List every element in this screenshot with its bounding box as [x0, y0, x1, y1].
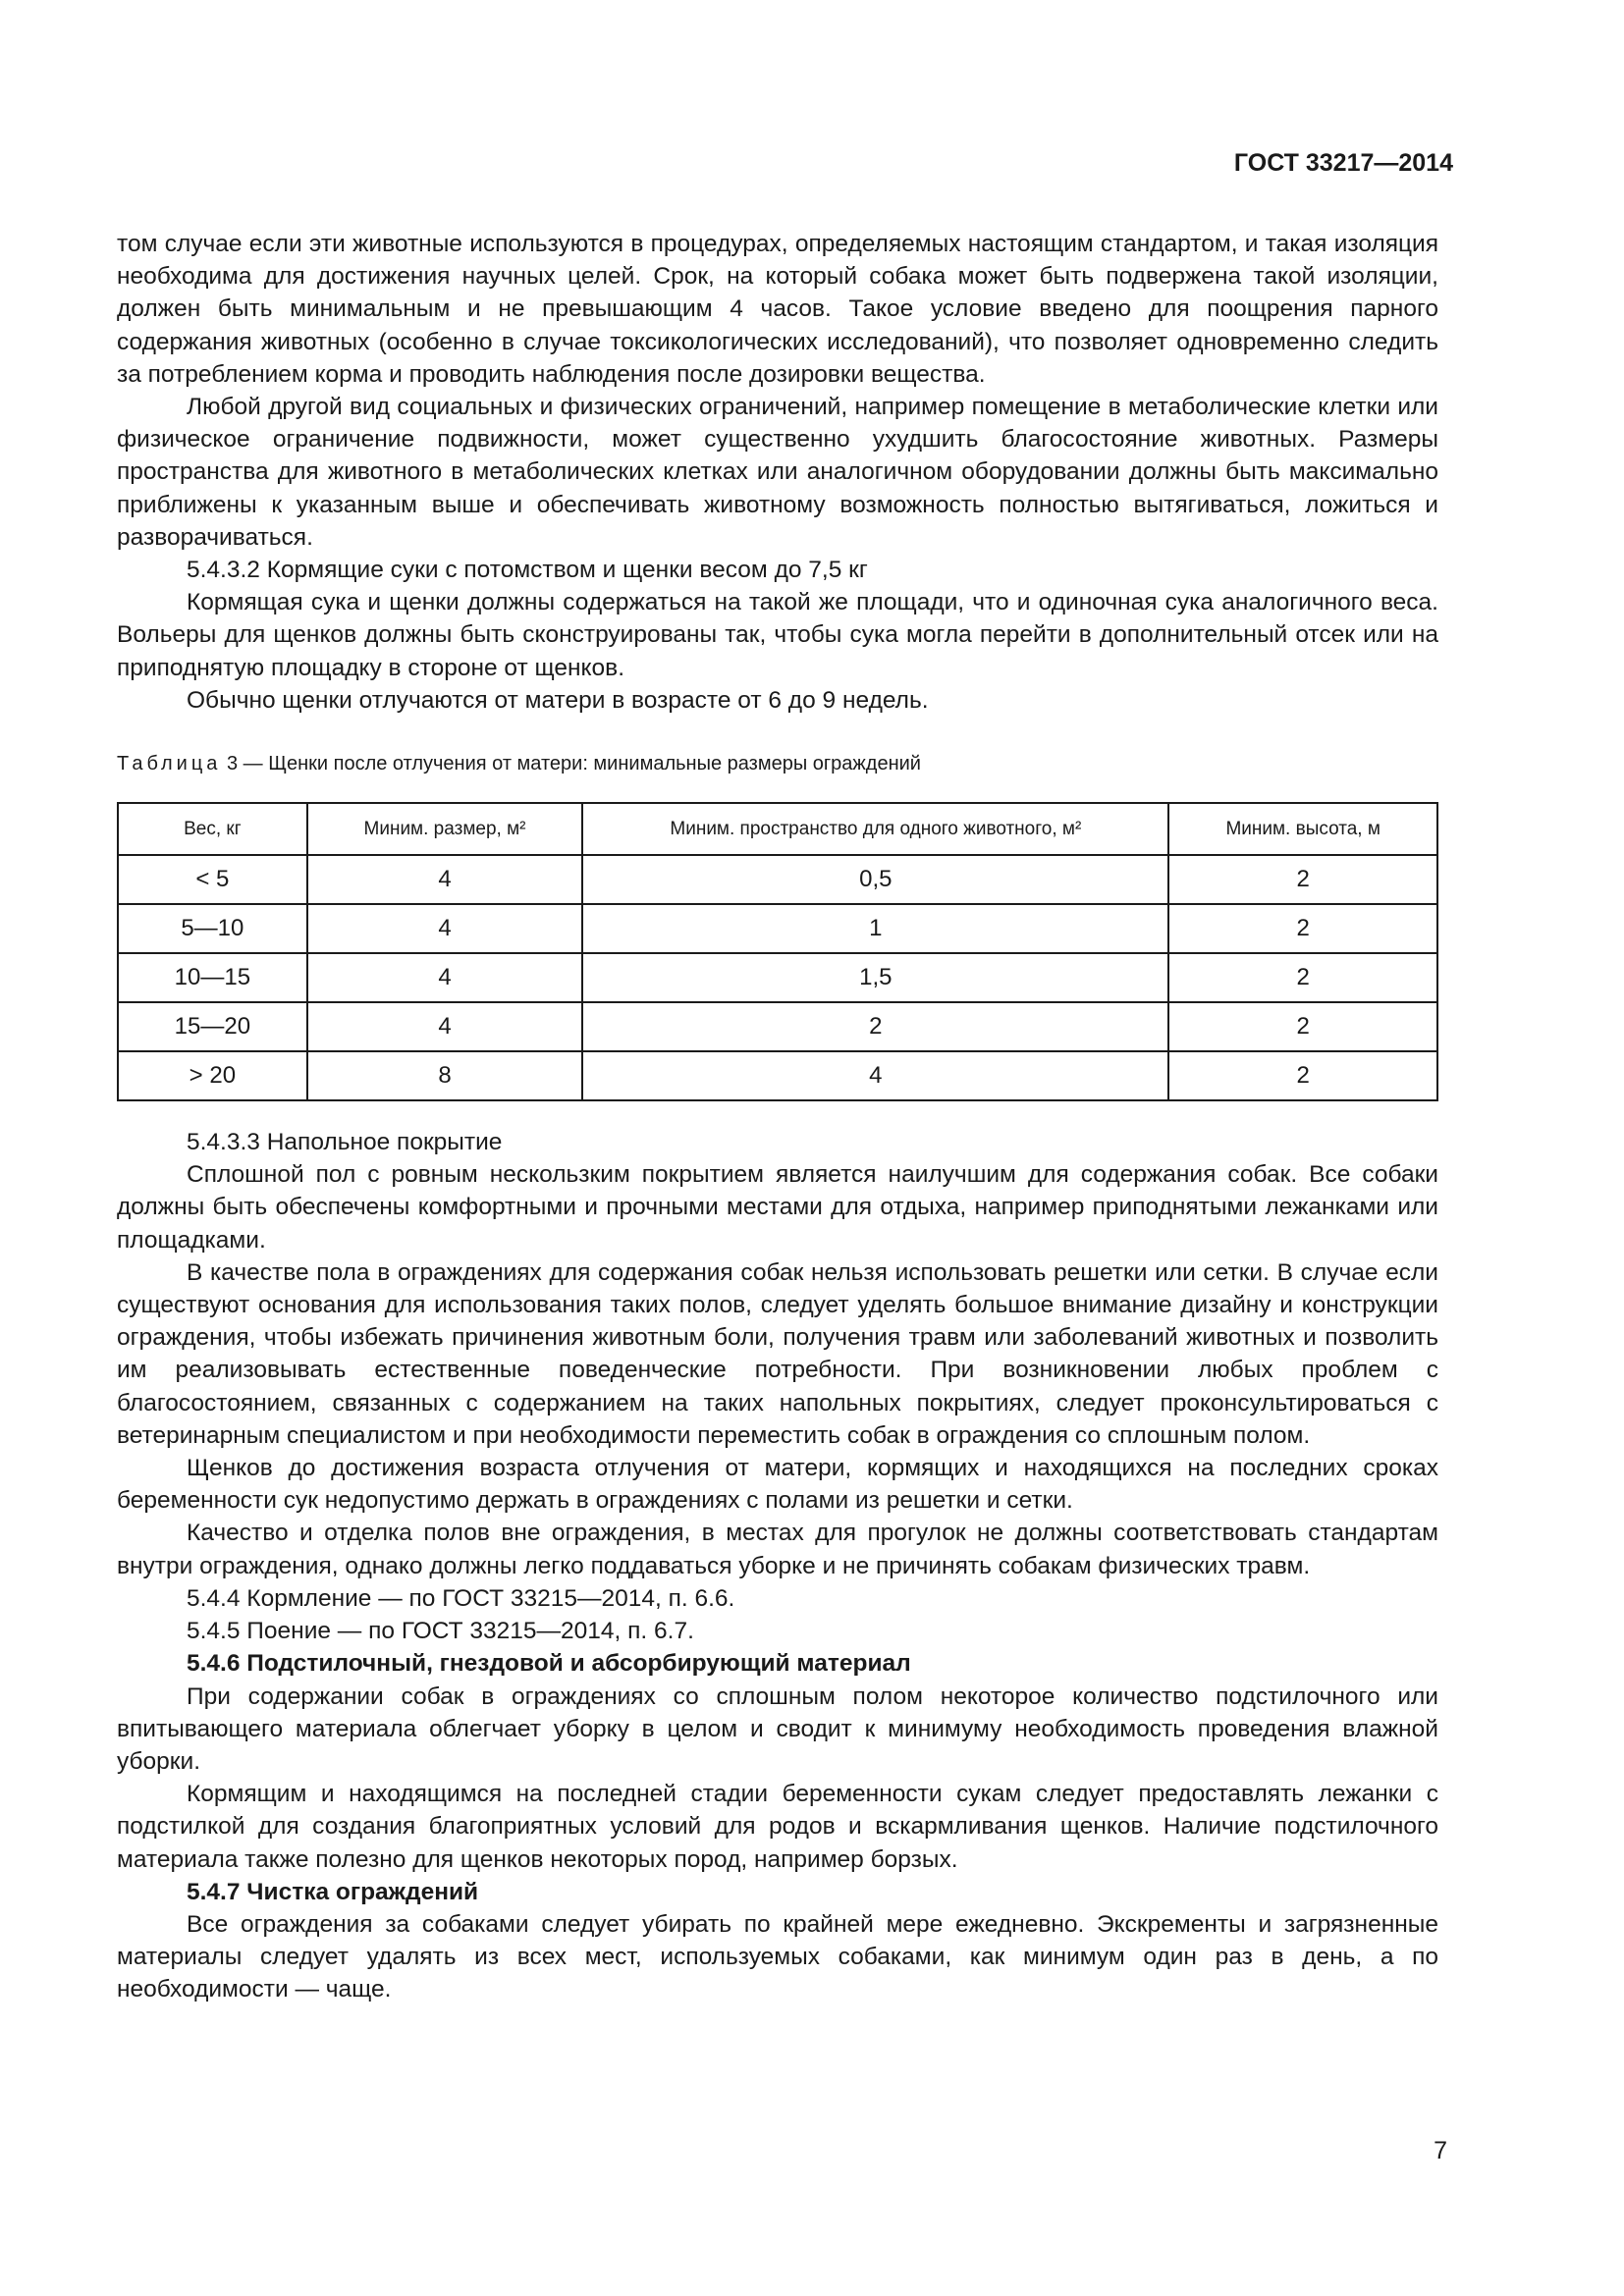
table-cell: 2 — [582, 1002, 1168, 1051]
paragraph: Обычно щенки отлучаются от матери в возрасте от 6 до 9 недель. — [187, 686, 929, 714]
table-caption — [117, 750, 1438, 777]
table-caption-text: 3 — Щенки после отлучения от матери: минимальные размеры ограждений — [221, 753, 921, 775]
table-cell: 2 — [1168, 1002, 1437, 1051]
table-cell: 10—15 — [118, 953, 307, 1002]
document-code: ГОСТ 33217—2014 — [1233, 149, 1453, 177]
dimensions-table — [117, 802, 1438, 1101]
table-cell: 2 — [1168, 953, 1437, 1002]
document-body — [117, 228, 1438, 2006]
column-header: Миним. высота, м — [1168, 803, 1437, 855]
column-header: Вес, кг — [118, 803, 307, 855]
table-row — [118, 904, 1437, 953]
table-cell: < 5 — [118, 855, 307, 904]
table-row — [118, 1002, 1437, 1051]
column-header: Миним. пространство для одного животного, м² — [582, 803, 1168, 855]
table-header-row — [118, 803, 1437, 855]
paragraph: Щенков до достижения возраста отлучения от матери, кормящих и находящихся на последних сроках беременности сук недопустимо держать в ограждениях с полами из решетки и сетки. — [117, 1455, 1438, 1515]
paragraph: Сплошной пол с ровным нескользким покрытием является наилучшим для содержания собак. Все собаки должны быть обеспечены комфортными и прочными местами для отдыха, например приподнятыми лежанками или площадками. — [117, 1161, 1438, 1254]
section-heading: 5.4.5 Поение — по ГОСТ 33215—2014, п. 6.7. — [187, 1618, 694, 1645]
page-number: 7 — [1434, 2137, 1447, 2164]
column-header: Миним. размер, м² — [307, 803, 583, 855]
table-cell: 2 — [1168, 1051, 1437, 1100]
table-cell: 2 — [1168, 904, 1437, 953]
table-cell: 4 — [307, 904, 583, 953]
section-heading: 5.4.3.2 Кормящие суки с потомством и щенки весом до 7,5 кг — [187, 557, 868, 584]
table-cell: 4 — [582, 1051, 1168, 1100]
table-cell: 2 — [1168, 855, 1437, 904]
section-heading: 5.4.3.3 Напольное покрытие — [187, 1129, 503, 1156]
section-heading: 5.4.7 Чистка ограждений — [187, 1878, 479, 1905]
table-cell: 4 — [307, 855, 583, 904]
paragraph: том случае если эти животные используются в процедурах, определяемых настоящим стандартом, и такая изоляция необходима для достижения научных целей. Срок, на который собака может быть подвержена такой изоляции, должен быть минимальным и не превышающим 4 часов. Такое условие введено для поощрения парного содержания животных (особенно в случае токсикологических исследований), что позволяет одновременно следить за потреблением корма и проводить наблюдения после дозировки вещества. — [117, 231, 1438, 388]
table-cell: 1,5 — [582, 953, 1168, 1002]
table-cell: 4 — [307, 953, 583, 1002]
table-cell: 8 — [307, 1051, 583, 1100]
table-cell: 4 — [307, 1002, 583, 1051]
table-cell: > 20 — [118, 1051, 307, 1100]
table-cell: 15—20 — [118, 1002, 307, 1051]
paragraph: Кормящая сука и щенки должны содержаться на такой же площади, что и одиночная сука аналогичного веса. Вольеры для щенков должны быть сконструированы так, чтобы сука могла перейти в дополнительный отсек или на приподнятую площадку в стороне от щенков. — [117, 589, 1438, 681]
paragraph: В качестве пола в ограждениях для содержания собак нельзя использовать решетки или сетки. В случае если существуют основания для использования таких полов, следует уделять большое внимание дизайну и конструкции ограждения, чтобы избежать причинения животным боли, получения травм или заболеваний животных и позволить им реализовывать естественные поведенческие потребности. При возникновении любых проблем с благосостоянием, связанных с содержанием на таких напольных покрытиях, следует проконсультироваться с ветеринарным специалистом и при необходимости переместить собак в ограждения со сплошным полом. — [117, 1258, 1438, 1449]
section-heading: 5.4.6 Подстилочный, гнездовой и абсорбирующий материал — [187, 1650, 911, 1678]
paragraph: Любой другой вид социальных и физических ограничений, например помещение в метаболические клетки или физическое ограничение подвижности, может существенно ухудшить благосостояние животных. Размеры пространства для животного в метаболических клетках или аналогичном оборудовании должны быть максимально приближены к указанным выше и обеспечивать животному возможность полностью вытягиваться, ложиться и разворачиваться. — [117, 394, 1438, 551]
table-row — [118, 953, 1437, 1002]
section-heading: 5.4.4 Кормление — по ГОСТ 33215—2014, п. 6.6. — [187, 1584, 735, 1612]
paragraph: Качество и отделка полов вне ограждения, в местах для прогулок не должны соответствовать стандартам внутри ограждения, однако должны легко поддаваться уборке и не причинять собакам физических травм. — [117, 1520, 1438, 1579]
table-cell: 0,5 — [582, 855, 1168, 904]
paragraph: Кормящим и находящимся на последней стадии беременности сукам следует предоставлять лежанки с подстилкой для создания благоприятных условий для родов и вскармливания щенков. Наличие подстилочного материала также полезно для щенков некоторых пород, например борзых. — [117, 1781, 1438, 1873]
table-row — [118, 855, 1437, 904]
table-row — [118, 1051, 1437, 1100]
paragraph: Все ограждения за собаками следует убирать по крайней мере ежедневно. Экскременты и загрязненные материалы следует удалять из всех мест, используемых собаками, как минимум один раз в день, а по необходимости — чаще. — [117, 1910, 1438, 2003]
table-cell: 5—10 — [118, 904, 307, 953]
paragraph: При содержании собак в ограждениях со сплошным полом некоторое количество подстилочного или впитывающего материала облегчает уборку в целом и сводит к минимуму необходимость проведения влажной уборки. — [117, 1682, 1438, 1775]
table-caption-label: Таблица — [117, 753, 222, 775]
table-cell: 1 — [582, 904, 1168, 953]
